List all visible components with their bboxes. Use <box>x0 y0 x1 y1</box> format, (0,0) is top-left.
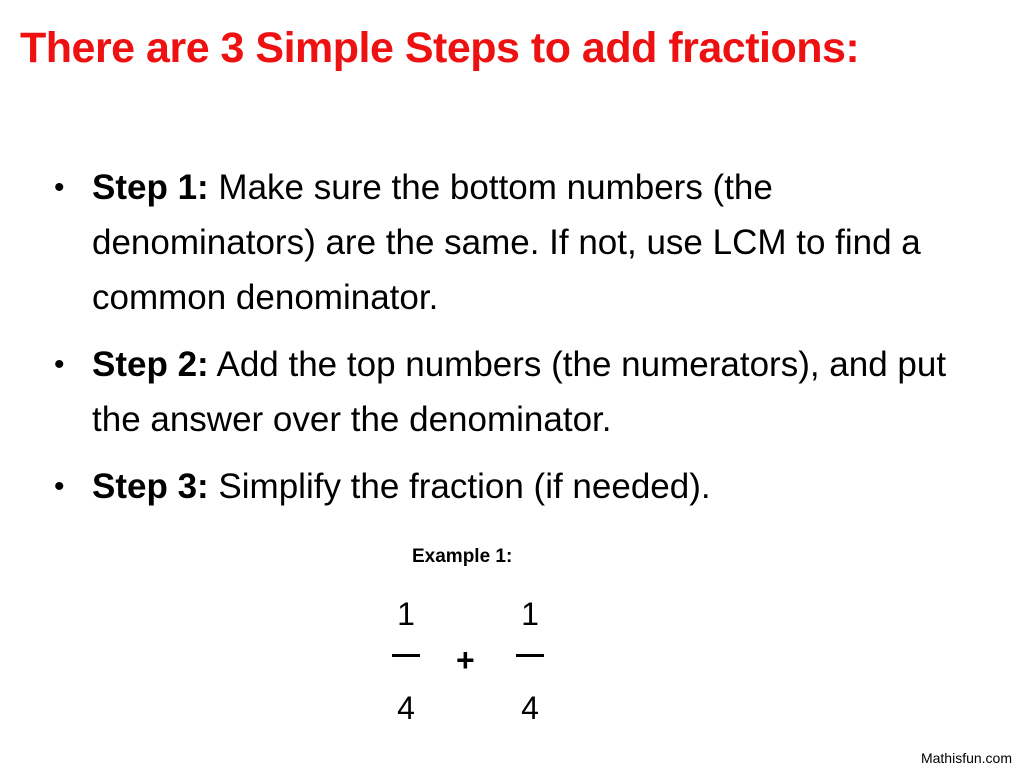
source-credit: Mathisfun.com <box>920 750 1012 766</box>
step-item-1 <box>52 160 982 325</box>
step-label: Step 3: <box>92 467 209 506</box>
bullet-icon: • <box>54 348 65 381</box>
example-label: Example 1: <box>412 546 513 567</box>
numerator: 1 <box>397 596 415 632</box>
step-label: Step 2: <box>92 345 209 384</box>
denominator: 4 <box>521 690 539 726</box>
plus-operator: + <box>456 642 475 678</box>
fraction-bar <box>392 654 420 657</box>
denominator: 4 <box>397 690 415 726</box>
step-text: Simplify the fraction (if needed). <box>208 467 711 506</box>
bullet-icon: • <box>54 470 65 503</box>
step-label: Step 1: <box>92 168 209 207</box>
step-text: Make sure the bottom numbers (the denominators) are the same. If not, use LCM to find a common denominator. <box>92 168 921 317</box>
fraction-bar <box>516 654 544 657</box>
step-text: Add the top numbers (the numerators), and put the answer over the denominator. <box>92 345 947 439</box>
bullet-icon: • <box>54 171 65 204</box>
step-item-3 <box>52 459 982 514</box>
step-item-2 <box>52 337 982 447</box>
slide-title: There are 3 Simple Steps to add fractions: <box>20 24 860 72</box>
numerator: 1 <box>521 596 539 632</box>
steps-list <box>52 160 982 526</box>
